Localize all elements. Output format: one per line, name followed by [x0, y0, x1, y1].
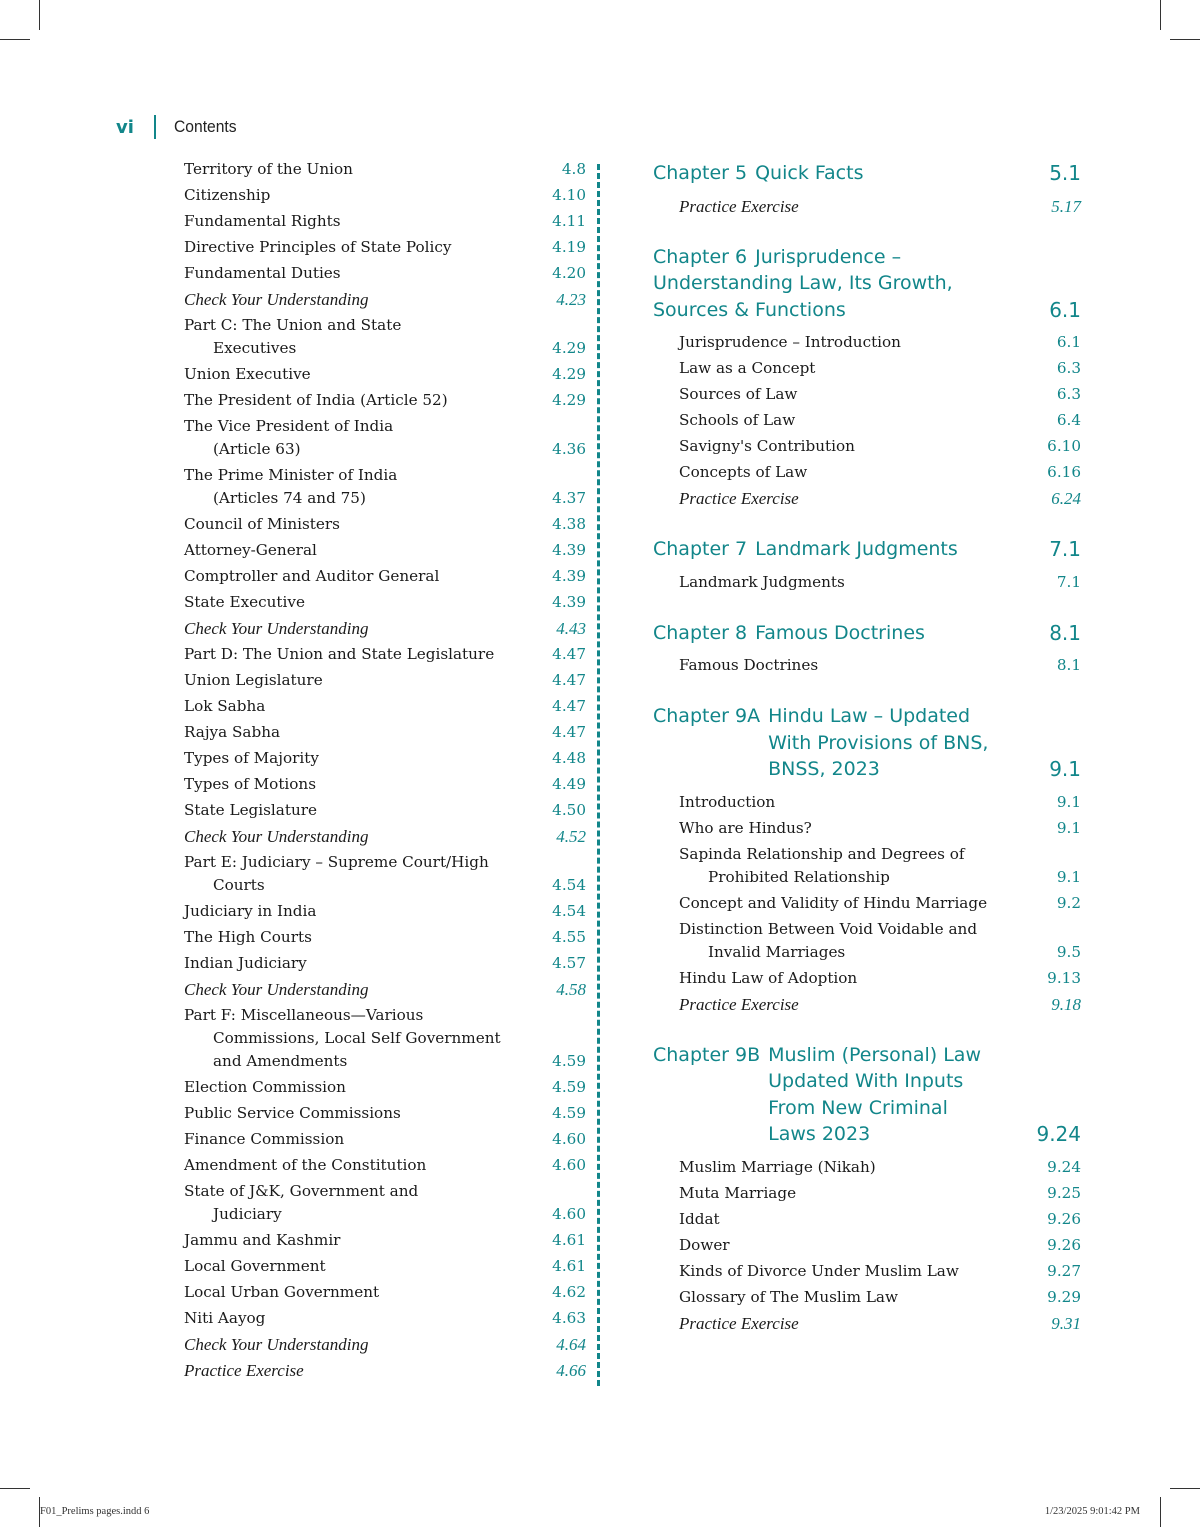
toc-entry[interactable] — [184, 695, 586, 718]
toc-entry-page: 4.29 — [552, 391, 586, 409]
toc-entry-page: 9.1 — [1056, 867, 1081, 886]
chapter-heading-text — [653, 160, 863, 187]
running-title: Contents — [173, 117, 237, 136]
toc-entry-page: 4.19 — [552, 238, 586, 256]
toc-entry-title: Fundamental Rights — [184, 212, 341, 230]
toc-entry[interactable] — [184, 1128, 586, 1151]
toc-entry-title: Sapinda Relationship and Degrees of Prohibited Relationship — [679, 844, 965, 886]
toc-entry-title: Check Your Understanding — [184, 290, 369, 309]
chapter-heading-text — [653, 244, 953, 324]
toc-entry-title: Election Commission — [184, 1078, 346, 1096]
toc-entry[interactable] — [184, 1281, 586, 1304]
toc-entry[interactable] — [184, 1229, 586, 1252]
toc-entry[interactable] — [679, 791, 1081, 814]
toc-entry[interactable] — [184, 184, 586, 207]
toc-entry-page: 4.63 — [552, 1309, 586, 1327]
toc-entry-title: Practice Exercise — [679, 994, 799, 1014]
toc-entry[interactable] — [679, 1312, 1081, 1335]
toc-entry-page: 4.29 — [552, 365, 586, 383]
toc-entry-title: Dower — [679, 1235, 730, 1254]
toc-entry-title: Distinction Between Void Voidable and Invalid Marriages — [679, 919, 978, 961]
toc-entry[interactable] — [184, 1333, 586, 1356]
toc-entry-page: 9.26 — [1047, 1209, 1081, 1228]
crop-mark — [1160, 1497, 1161, 1527]
chapter-heading[interactable] — [653, 536, 1081, 563]
chapter-page: 5.1 — [1049, 161, 1081, 185]
toc-entry-page: 9.18 — [1051, 994, 1081, 1014]
toc-entry-title: Check Your Understanding — [184, 827, 369, 846]
toc-entry-title: Rajya Sabha — [184, 723, 281, 741]
toc-entry-title: Sources of Law — [679, 385, 798, 403]
toc-entry-page: 4.57 — [552, 954, 586, 972]
toc-entry-title: Territory of the Union — [184, 160, 353, 178]
toc-entry-title: The Vice President of India (Article 63) — [184, 417, 394, 458]
crop-mark — [39, 0, 40, 30]
toc-entry-page: 9.25 — [1047, 1183, 1081, 1202]
crop-mark — [1160, 0, 1161, 30]
toc-entry[interactable] — [184, 389, 586, 412]
toc-entry-title: Part F: Miscellaneous—Various Commissions, Local Self Government and Amendments — [184, 1006, 501, 1070]
toc-entry-title: Who are Hindus? — [679, 818, 812, 837]
toc-entry-page: 8.1 — [1056, 656, 1081, 674]
toc-entry-title: Types of Motions — [184, 775, 317, 793]
toc-entry-title: Public Service Commissions — [184, 1104, 401, 1122]
toc-entry-title: Practice Exercise — [679, 196, 799, 216]
toc-entry-title: Indian Judiciary — [184, 954, 307, 972]
toc-entry[interactable] — [679, 357, 1081, 380]
crop-mark — [1170, 1488, 1200, 1489]
toc-entry-page: 4.60 — [552, 1130, 586, 1148]
toc-entry[interactable] — [184, 747, 586, 770]
toc-entry-title: Introduction — [679, 792, 776, 811]
chapter-title: Famous Doctrines — [755, 621, 925, 644]
toc-entry-title: The President of India (Article 52) — [184, 391, 448, 409]
toc-entry[interactable] — [184, 669, 586, 692]
toc-entry-title: Savigny's Contribution — [679, 437, 855, 455]
toc-entry-page: 9.27 — [1047, 1261, 1081, 1280]
toc-entry[interactable] — [679, 1234, 1081, 1257]
toc-entry-title: Part E: Judiciary – Supreme Court/High Courts — [184, 853, 489, 894]
toc-entry-page: 9.5 — [1056, 942, 1081, 961]
chapter-number: Chapter 6 — [653, 245, 748, 268]
toc-entry-title: Schools of Law — [679, 411, 796, 429]
toc-entry-page: 6.10 — [1047, 437, 1081, 455]
toc-entry[interactable] — [679, 461, 1081, 484]
toc-entry-page: 4.66 — [556, 1361, 586, 1380]
toc-entry[interactable] — [184, 513, 586, 536]
toc-entry[interactable] — [679, 487, 1081, 510]
toc-entry[interactable] — [679, 1286, 1081, 1309]
toc-entry-title: Practice Exercise — [184, 1361, 304, 1380]
toc-entry-title: Concepts of Law — [679, 463, 808, 481]
toc-entry[interactable] — [184, 825, 586, 848]
toc-entry-page: 4.23 — [556, 290, 586, 309]
chapter-heading-text — [653, 536, 958, 563]
toc-entry[interactable] — [184, 773, 586, 796]
chapter-heading[interactable] — [653, 1042, 1081, 1148]
toc-entry-page: 9.1 — [1056, 818, 1081, 837]
toc-entry-title: State Executive — [184, 593, 305, 611]
toc-entry[interactable] — [679, 1208, 1081, 1231]
toc-entry[interactable] — [184, 262, 586, 285]
toc-entry[interactable] — [184, 1359, 586, 1382]
toc-entry[interactable] — [184, 1154, 586, 1177]
toc-entry-page: 9.1 — [1056, 792, 1081, 811]
slug-filename: F01_Prelims pages.indd 6 — [40, 1506, 150, 1517]
toc-entry[interactable] — [679, 1156, 1081, 1179]
toc-entry-page: 4.54 — [552, 876, 586, 894]
toc-entry-page: 4.55 — [552, 928, 586, 946]
chapter-page: 7.1 — [1049, 537, 1081, 561]
chapter-title: Quick Facts — [755, 162, 864, 184]
toc-entry-title: Part C: The Union and State Executives — [184, 316, 402, 357]
toc-entry-page: 6.4 — [1056, 411, 1081, 429]
toc-entry-title: Muta Marriage — [679, 1183, 797, 1202]
chapter-number: Chapter 8 — [653, 621, 748, 644]
toc-entry-title: Lok Sabha — [184, 697, 266, 715]
toc-entry-title: Jammu and Kashmir — [184, 1231, 341, 1249]
toc-entry[interactable] — [184, 617, 586, 640]
toc-entry-title: State of J&K, Government and Judiciary — [184, 1182, 419, 1223]
toc-entry-page: 4.59 — [552, 1078, 586, 1096]
chapter-heading[interactable] — [653, 620, 1081, 647]
toc-entry-page: 4.61 — [552, 1231, 586, 1249]
toc-entry-title: Amendment of the Constitution — [184, 1156, 427, 1174]
crop-mark — [1170, 39, 1200, 40]
column-divider — [597, 164, 600, 1386]
toc-entry[interactable] — [184, 415, 586, 461]
toc-entry-page: 5.17 — [1051, 196, 1081, 216]
toc-entry-title: Iddat — [679, 1209, 720, 1228]
toc-entry-page: 4.20 — [552, 264, 586, 282]
toc-entry-page: 4.37 — [552, 489, 586, 507]
toc-entry-page: 7.1 — [1056, 572, 1081, 591]
toc-entry[interactable] — [184, 464, 586, 510]
toc-entry[interactable] — [679, 435, 1081, 458]
chapter-heading[interactable] — [653, 703, 1081, 783]
toc-entry-title: Concept and Validity of Hindu Marriage — [679, 893, 988, 912]
toc-entry-title: Fundamental Duties — [184, 264, 341, 282]
toc-entry-page: 4.59 — [552, 1052, 586, 1070]
toc-entry[interactable] — [184, 1076, 586, 1099]
toc-entry-title: Niti Aayog — [184, 1309, 266, 1327]
toc-entry-page: 4.60 — [552, 1205, 586, 1223]
chapter-number: Chapter 7 — [653, 538, 748, 560]
toc-entry-title: Kinds of Divorce Under Muslim Law — [679, 1261, 959, 1280]
toc-entry[interactable] — [679, 967, 1081, 990]
crop-mark — [0, 39, 30, 40]
toc-entry[interactable] — [184, 978, 586, 1001]
chapter-number: Chapter 9A — [653, 705, 761, 727]
toc-entry-page: 4.61 — [552, 1257, 586, 1275]
toc-entry-title: Finance Commission — [184, 1130, 345, 1148]
toc-entry-page: 4.36 — [552, 440, 586, 458]
toc-entry[interactable] — [184, 926, 586, 949]
header-divider — [154, 115, 156, 139]
toc-entry-page: 4.47 — [552, 723, 586, 741]
toc-entry-page: 4.54 — [552, 902, 586, 920]
toc-entry-page: 4.60 — [552, 1156, 586, 1174]
toc-entry[interactable] — [184, 591, 586, 614]
toc-entry-title: Types of Majority — [184, 749, 319, 767]
toc-entry-title: Attorney-General — [184, 541, 317, 559]
toc-entry[interactable] — [679, 817, 1081, 840]
toc-entry-title: Check Your Understanding — [184, 980, 369, 999]
toc-entry-title: Council of Ministers — [184, 515, 340, 533]
toc-entry[interactable] — [679, 1260, 1081, 1283]
toc-entry-page: 4.49 — [552, 775, 586, 793]
toc-entry-title: Landmark Judgments — [679, 572, 845, 591]
toc-entry-page: 6.3 — [1056, 359, 1081, 377]
toc-entry[interactable] — [184, 1102, 586, 1125]
toc-entry[interactable] — [679, 654, 1081, 677]
toc-entry-title: State Legislature — [184, 801, 317, 819]
toc-entry-page: 4.47 — [552, 697, 586, 715]
toc-entry[interactable] — [184, 799, 586, 822]
toc-entry-page: 4.39 — [552, 593, 586, 611]
toc-entry-page: 4.43 — [556, 619, 586, 638]
toc-entry[interactable] — [679, 993, 1081, 1016]
toc-entry-page: 4.8 — [561, 160, 586, 178]
toc-entry-page: 9.26 — [1047, 1235, 1081, 1254]
toc-entry-page: 4.59 — [552, 1104, 586, 1122]
toc-entry-page: 9.29 — [1047, 1287, 1081, 1306]
toc-entry-title: Muslim Marriage (Nikah) — [679, 1157, 876, 1176]
contents-left-column — [184, 158, 586, 1385]
chapter-page: 9.1 — [1049, 757, 1081, 781]
toc-entry[interactable] — [184, 1307, 586, 1330]
toc-entry[interactable] — [184, 952, 586, 975]
toc-entry-page: 6.16 — [1047, 463, 1081, 481]
toc-entry-title: Check Your Understanding — [184, 619, 369, 638]
chapter-title: Muslim (Personal) Law Updated With Inputs From New Criminal Laws 2023 — [768, 1043, 981, 1145]
toc-entry-page: 4.10 — [552, 186, 586, 204]
slug-timestamp: 1/23/2025 9:01:42 PM — [1044, 1506, 1140, 1517]
toc-entry-title: Law as a Concept — [679, 359, 816, 377]
toc-entry[interactable] — [679, 331, 1081, 354]
toc-entry-page: 4.38 — [552, 515, 586, 533]
toc-entry[interactable] — [679, 409, 1081, 432]
chapter-title: Landmark Judgments — [755, 538, 958, 560]
toc-entry[interactable] — [184, 210, 586, 233]
toc-entry-title: Famous Doctrines — [679, 656, 819, 674]
toc-entry[interactable] — [184, 643, 586, 666]
toc-entry[interactable] — [184, 1004, 586, 1073]
toc-entry-title: Comptroller and Auditor General — [184, 567, 440, 585]
crop-mark — [0, 1488, 30, 1489]
toc-entry[interactable] — [184, 565, 586, 588]
page-folio: vi — [116, 116, 134, 138]
toc-entry-page: 4.48 — [552, 749, 586, 767]
toc-entry-page: 9.24 — [1047, 1157, 1081, 1176]
toc-entry-page: 9.2 — [1056, 893, 1081, 912]
toc-entry-title: Jurisprudence – Introduction — [679, 333, 901, 351]
toc-entry[interactable] — [184, 539, 586, 562]
chapter-title: Jurisprudence – Understanding Law, Its Growth, Sources & Functions — [653, 245, 953, 321]
toc-entry[interactable] — [679, 571, 1081, 594]
toc-entry-page: 4.52 — [556, 827, 586, 846]
toc-entry-page: 6.3 — [1056, 385, 1081, 403]
chapter-page: 6.1 — [1049, 297, 1081, 322]
toc-entry[interactable] — [184, 1180, 586, 1226]
toc-entry-title: Check Your Understanding — [184, 1335, 369, 1354]
toc-entry[interactable] — [679, 383, 1081, 406]
chapter-heading[interactable] — [653, 244, 1081, 324]
toc-entry-page: 4.29 — [552, 339, 586, 357]
chapter-heading[interactable] — [653, 160, 1081, 187]
contents-right-column — [653, 158, 1081, 1338]
toc-entry[interactable] — [184, 363, 586, 386]
toc-entry-page: 6.1 — [1056, 333, 1081, 351]
toc-entry-page: 9.31 — [1051, 1313, 1081, 1333]
toc-entry[interactable] — [679, 892, 1081, 915]
toc-entry-title: Practice Exercise — [679, 489, 799, 508]
chapter-page: 8.1 — [1049, 620, 1081, 645]
toc-entry-title: Hindu Law of Adoption — [679, 968, 858, 987]
toc-entry-page: 4.64 — [556, 1335, 586, 1354]
toc-entry-title: Union Executive — [184, 365, 311, 383]
toc-entry[interactable] — [184, 900, 586, 923]
toc-entry[interactable] — [679, 1182, 1081, 1205]
chapter-title: Hindu Law – Updated With Provisions of BNS, BNSS, 2023 — [768, 705, 989, 780]
chapter-heading-text — [653, 1042, 981, 1148]
toc-entry-page: 9.13 — [1047, 968, 1081, 987]
toc-entry-page: 4.11 — [552, 212, 586, 230]
toc-entry[interactable] — [184, 288, 586, 311]
toc-entry[interactable] — [679, 195, 1081, 218]
chapter-page: 9.24 — [1036, 1122, 1081, 1146]
toc-entry[interactable] — [679, 918, 1081, 964]
toc-entry[interactable] — [184, 1255, 586, 1278]
toc-entry-page: 6.24 — [1051, 489, 1081, 508]
toc-entry-title: Local Urban Government — [184, 1283, 380, 1301]
toc-entry-page: 4.39 — [552, 541, 586, 559]
toc-entry[interactable] — [679, 843, 1081, 889]
toc-entry[interactable] — [184, 721, 586, 744]
toc-entry-title: Part D: The Union and State Legislature — [184, 645, 495, 663]
toc-entry-title: Judiciary in India — [184, 902, 317, 920]
toc-entry-page: 4.50 — [552, 801, 586, 819]
toc-entry-page: 4.58 — [556, 980, 586, 999]
toc-entry-title: Local Government — [184, 1257, 326, 1275]
toc-entry-title: The Prime Minister of India (Articles 74 and 75) — [184, 466, 398, 507]
toc-entry[interactable] — [184, 236, 586, 259]
toc-entry-page: 4.62 — [552, 1283, 586, 1301]
toc-entry-title: Glossary of The Muslim Law — [679, 1287, 898, 1306]
toc-entry-page: 4.47 — [552, 645, 586, 663]
toc-entry-title: Citizenship — [184, 186, 271, 204]
chapter-heading-text — [653, 620, 925, 647]
toc-entry-title: The High Courts — [184, 928, 312, 946]
toc-entry-title: Practice Exercise — [679, 1313, 799, 1333]
toc-entry-page: 4.47 — [552, 671, 586, 689]
toc-entry-title: Directive Principles of State Policy — [184, 238, 452, 256]
toc-entry-title: Union Legislature — [184, 671, 323, 689]
chapter-number: Chapter 9B — [653, 1043, 761, 1066]
chapter-number: Chapter 5 — [653, 162, 748, 184]
toc-entry[interactable] — [184, 314, 586, 360]
running-header — [116, 112, 242, 142]
chapter-heading-text — [653, 703, 988, 783]
toc-entry[interactable] — [184, 851, 586, 897]
toc-entry-page: 4.39 — [552, 567, 586, 585]
toc-entry[interactable] — [184, 158, 586, 181]
